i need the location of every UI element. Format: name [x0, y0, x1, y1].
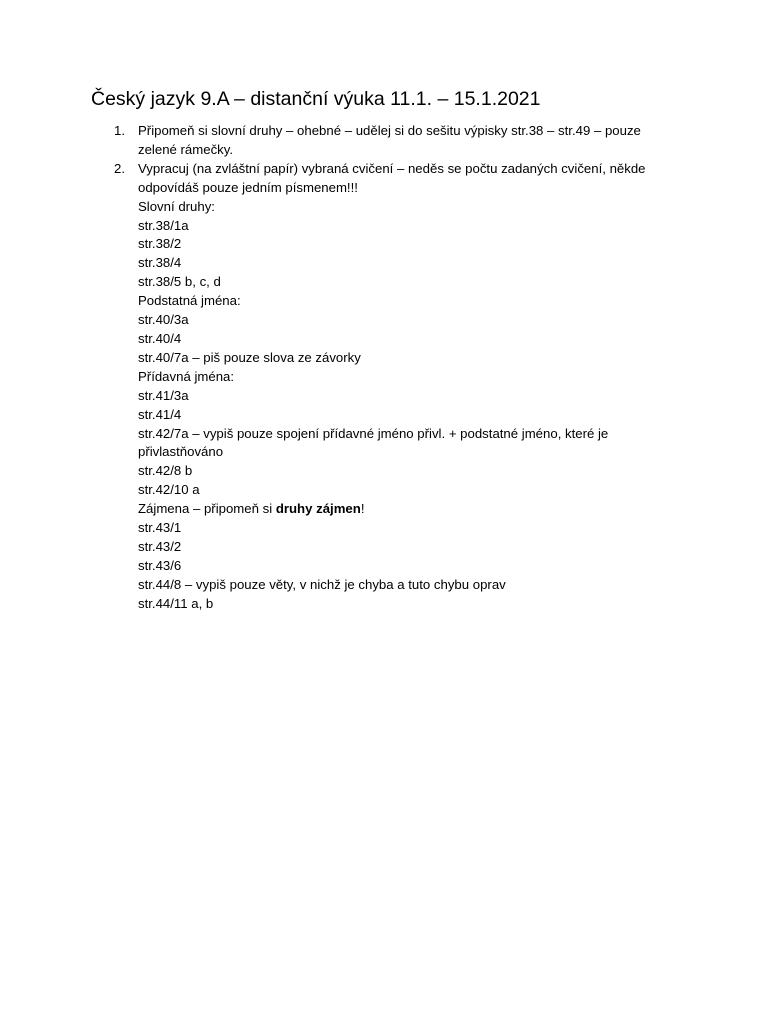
text-line: Vypracuj (na zvláštní papír) vybraná cvičení – neděs se počtu zadaných cvičení, někde	[138, 160, 646, 176]
task-list	[114, 122, 694, 614]
text-line: odpovídáš pouze jedním písmenem!!!	[138, 179, 358, 195]
item-number: 1.	[114, 123, 125, 138]
document-title: Český jazyk 9.A – distanční výuka 11.1. – 15.1.2021	[91, 88, 541, 110]
exercise-ref: str.42/8 b	[138, 463, 193, 479]
list-item-2	[114, 160, 694, 614]
text-line: Připomeň si slovní druhy – ohebné – udělej si do sešitu výpisky str.38 – str.49 – pouze	[138, 123, 641, 138]
exercise-ref: str.40/7a – piš pouze slova ze závorky	[138, 349, 361, 365]
exercise-ref: str.38/2	[138, 236, 182, 252]
exercise-ref: str.44/11 a, b	[138, 595, 214, 611]
text-line: zelené rámečky.	[138, 141, 234, 157]
exercise-ref: str.42/7a – vypiš pouze spojení přídavné jméno přivl. + podstatné jméno, které je	[138, 425, 609, 441]
exercise-ref: str.41/3a	[138, 387, 189, 403]
exercise-ref: str.40/4	[138, 330, 182, 346]
section-heading: Přídavná jména:	[138, 368, 235, 384]
exercise-ref: str.43/1	[138, 520, 182, 536]
exercise-ref: str.43/2	[138, 538, 182, 554]
item-text	[138, 160, 694, 614]
text-line: přivlastňováno	[138, 444, 224, 460]
zajmena-after: !	[360, 501, 365, 517]
section-heading: Podstatná jména:	[138, 293, 241, 309]
item-text	[138, 122, 694, 160]
exercise-ref: str.38/1a	[138, 217, 189, 233]
item-number: 2.	[114, 160, 125, 176]
zajmena-text: Zájmena – připomeň si	[138, 501, 276, 517]
exercise-ref: str.40/3a	[138, 312, 189, 328]
exercise-ref: str.43/6	[138, 557, 182, 573]
exercise-ref: str.44/8 – vypiš pouze věty, v nichž je chyba a tuto chybu oprav	[138, 576, 506, 592]
section-heading: Slovní druhy:	[138, 198, 215, 214]
list-item-1	[114, 122, 694, 160]
zajmena-bold: druhy zájmen	[275, 501, 361, 517]
exercise-ref: str.41/4	[138, 406, 182, 422]
exercise-ref: str.42/10 a	[138, 482, 200, 498]
exercise-ref: str.38/4	[138, 255, 182, 271]
exercise-ref: str.38/5 b, c, d	[138, 274, 221, 290]
section-heading	[138, 500, 694, 519]
